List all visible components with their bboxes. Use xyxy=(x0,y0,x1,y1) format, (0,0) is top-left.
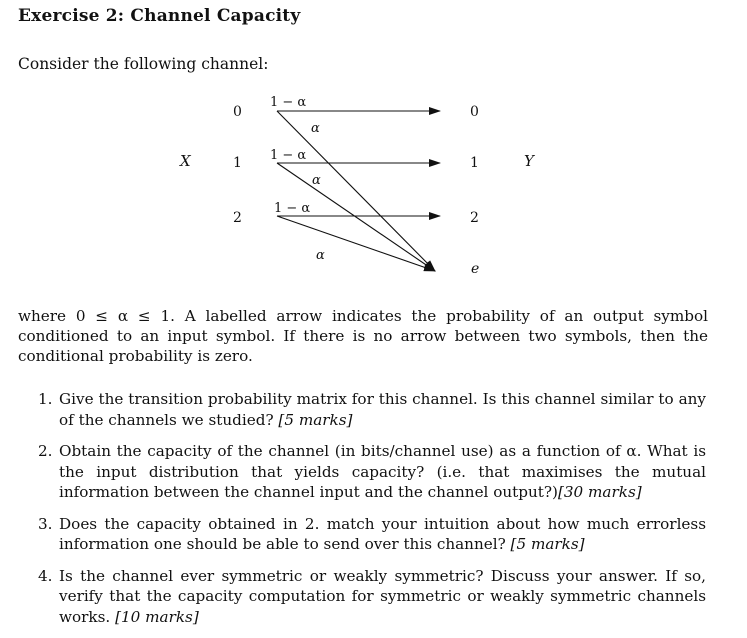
question-item xyxy=(38,441,706,503)
label-0-to-erasure: α xyxy=(311,121,320,136)
label-2-to-erasure: α xyxy=(316,248,325,263)
output-symbol-2: 2 xyxy=(470,210,479,226)
intro-text: Consider the following channel: xyxy=(18,55,269,73)
question-number: 3. xyxy=(38,514,53,533)
question-marks: [10 marks] xyxy=(115,607,199,626)
arrow-1-to-erasure xyxy=(277,163,435,271)
output-symbol-erasure: e xyxy=(471,261,480,277)
arrow-0-to-erasure xyxy=(277,111,435,271)
question-item xyxy=(38,389,706,430)
output-symbol-0: 0 xyxy=(470,104,479,120)
label-1-to-1: 1 − α xyxy=(270,148,307,163)
question-number: 2. xyxy=(38,442,53,460)
input-symbol-2: 2 xyxy=(233,210,242,226)
question-text: Give the transition probability matrix for this channel. Is this channel similar to any of the channels we studied? xyxy=(59,390,706,429)
input-symbol-1: 1 xyxy=(233,155,242,171)
question-number: 1. xyxy=(38,390,53,408)
output-variable-label: Y xyxy=(524,152,534,170)
input-variable-label: X xyxy=(180,152,191,170)
output-symbol-1: 1 xyxy=(470,155,479,171)
label-0-to-0: 1 − α xyxy=(270,95,307,110)
input-symbol-0: 0 xyxy=(233,104,242,120)
question-text: Obtain the capacity of the channel (in bits/channel use) as a function of α. What is the input distribution that yields capacity? (i.e. that maximises the mutual information between the channel input and the channel output?) xyxy=(59,442,706,501)
question-text: Is the channel ever symmetric or weakly symmetric? Discuss your answer. If so, verify that the capacity computation for symmetric or weakly symmetric channels works. xyxy=(59,566,706,626)
arrow-2-to-erasure xyxy=(277,216,435,271)
question-marks: [5 marks] xyxy=(278,410,353,429)
question-marks: [30 marks] xyxy=(557,483,642,501)
question-list xyxy=(38,389,706,638)
channel-diagram xyxy=(0,85,747,285)
question-text: Does the capacity obtained in 2. match your intuition about how much errorless information one should be able to send over this channel? xyxy=(59,514,706,553)
description-paragraph: where 0 ≤ α ≤ 1. A labelled arrow indicates the probability of an output symbol conditioned to an input symbol. If there is no arrow between two symbols, then the conditional probability is zero. xyxy=(18,307,708,365)
label-1-to-erasure: α xyxy=(312,173,321,188)
label-2-to-2: 1 − α xyxy=(274,201,311,216)
question-marks: [5 marks] xyxy=(510,535,585,553)
exercise-title: Exercise 2: Channel Capacity xyxy=(18,6,301,26)
question-item xyxy=(38,566,706,628)
question-number: 4. xyxy=(38,566,53,585)
question-item xyxy=(38,514,706,555)
